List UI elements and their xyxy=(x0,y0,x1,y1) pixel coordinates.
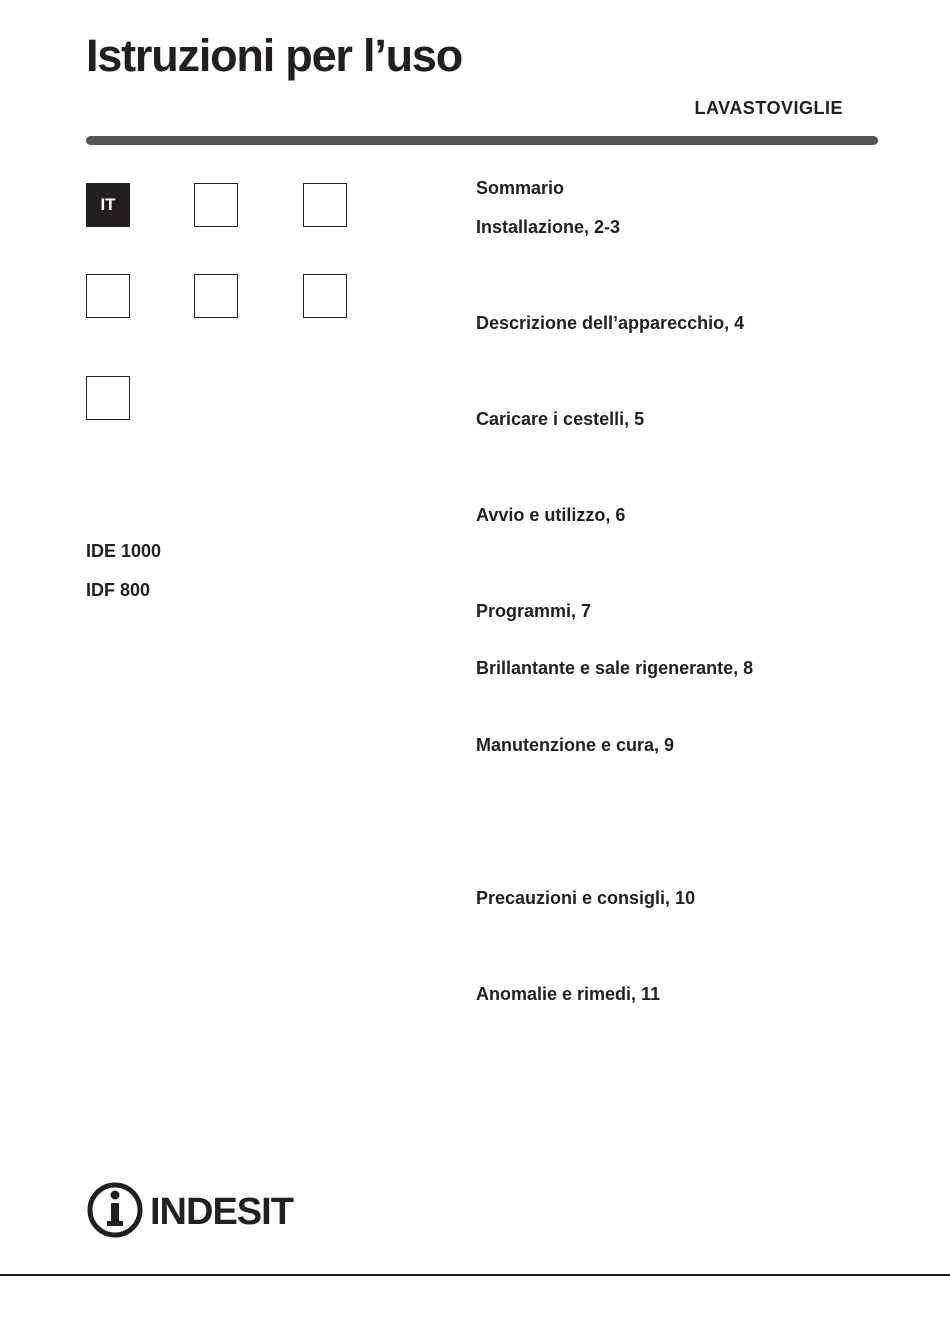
language-box[interactable] xyxy=(194,183,238,227)
toc-item-precauzioni[interactable]: Precauzioni e consigli, 10 xyxy=(476,888,696,908)
language-box[interactable] xyxy=(86,376,130,420)
toc-item-installazione[interactable]: Installazione, 2-3 xyxy=(476,217,621,237)
toc-item-caricare[interactable]: Caricare i cestelli, 5 xyxy=(476,409,645,429)
language-box[interactable] xyxy=(303,274,347,318)
logo-wordmark: INDESIT xyxy=(150,1190,293,1233)
toc-item-brillantante[interactable]: Brillantante e sale rigenerante, 8 xyxy=(476,658,754,678)
toc-item-manutenzione[interactable]: Manutenzione e cura, 9 xyxy=(476,735,675,755)
indesit-logo-icon xyxy=(86,1181,144,1239)
toc-item-anomalie[interactable]: Anomalie e rimedi, 11 xyxy=(476,984,661,1004)
toc-item-descrizione[interactable]: Descrizione dell’apparecchio, 4 xyxy=(476,313,745,333)
page-title: Istruzioni per l’uso xyxy=(86,30,463,81)
language-box[interactable] xyxy=(303,183,347,227)
language-box[interactable] xyxy=(194,274,238,318)
product-category: LAVASTOVIGLIE xyxy=(694,98,843,118)
language-label: IT xyxy=(100,195,116,214)
header-divider xyxy=(86,136,878,145)
footer-divider xyxy=(0,1274,950,1276)
language-box-it[interactable] xyxy=(86,183,130,227)
toc-heading: Sommario xyxy=(476,178,565,198)
model-name: IDF 800 xyxy=(86,580,151,600)
toc-item-programmi[interactable]: Programmi, 7 xyxy=(476,601,592,621)
brand-logo xyxy=(86,1180,293,1240)
language-box[interactable] xyxy=(86,274,130,318)
toc-item-avvio[interactable]: Avvio e utilizzo, 6 xyxy=(476,505,626,525)
model-name: IDE 1000 xyxy=(86,541,162,561)
